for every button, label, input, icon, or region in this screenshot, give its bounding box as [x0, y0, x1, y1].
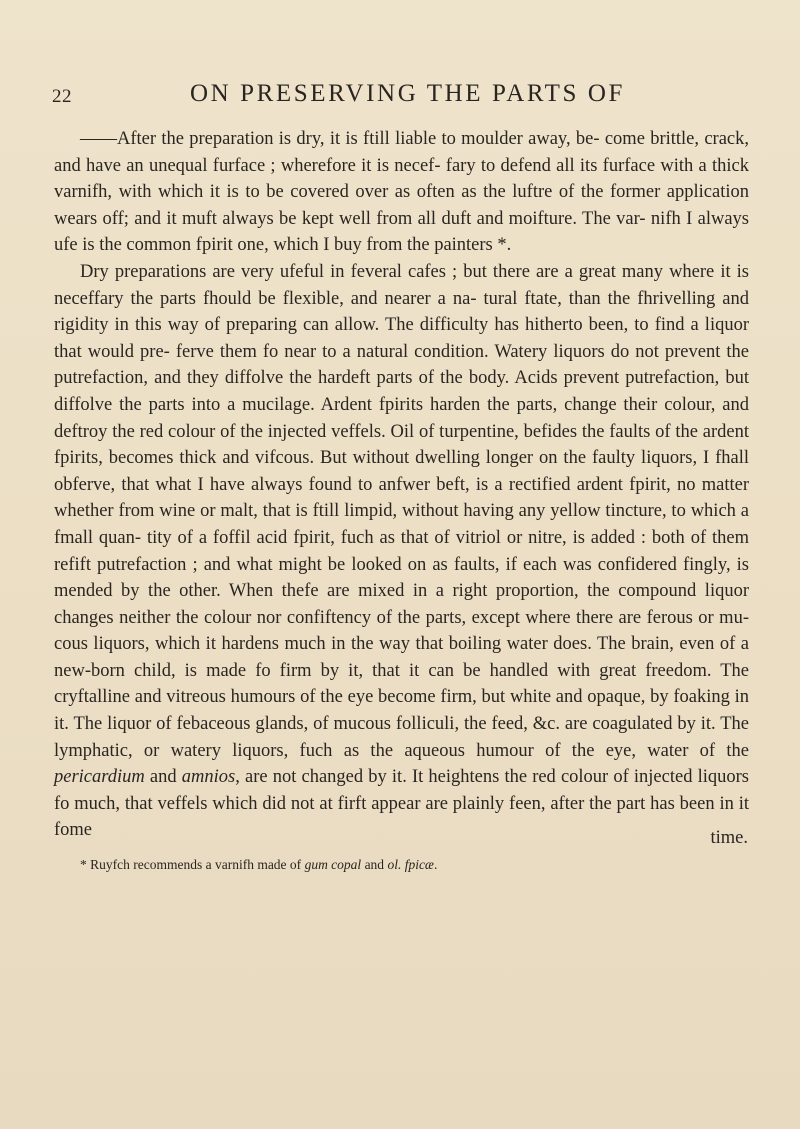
term-amnios: amnios [181, 767, 236, 788]
footnote [80, 856, 740, 874]
paragraph-2-text-a: Dry preparations are very ufeful in feveral cafes ; but there are a great many where it is neceffary the parts fhould be flexible, and nearer a na- tural ftate, than the fhrivelling and rigidity in this way of preparing can allow. The difficulty has hitherto been, to find a liquor that would pre- ferve them fo near to a natural condition. Watery liquors do not prevent the putrefaction, and they diffolve the hardeft parts of the body. Acids prevent putrefaction, but diffolve the parts into a mucilage. Ardent fpirits harden the parts, change their colour, and deftroy the red colour of the injected veffels. Oil of turpentine, befides the faults of the ardent fpirits, becomes thick and vifcous. But without dwelling longer on the faulty liquors, I fhall obferve, that what I have always found to anfwer beft, is a rectified ardent fpirit, no matter whether from wine or malt, that is ftill limpid, without having any yellow tincture, to which a fmall quan- tity of a foffil acid fpirit, fuch as that of vitriol or nitre, is added : both of them refift putrefaction ; and what might be looked on as faults, if each was confidered fingly, is mended by the other. When thefe are mixed in a right proportion, the compound liquor changes neither the colour nor confiftency of the parts, except where there are ferous or mu- cous liquors, which it hardens much in the way that boiling water does. The brain, even of a new-born child, is made fo firm by it, that it can be handled with great freedom. The cryftalline and vitreous humours of the eye become firm, but white and opaque, by foaking in it. The liquor of febaceous glands, of mucous folliculi, the feed, &c. are coagulated by it. The lymphatic, or watery liquors, fuch as the aqueous humour of the eye, water of the [54, 261, 749, 761]
catchword: time. [710, 828, 748, 848]
running-head: ON PRESERVING THE PARTS OF [190, 80, 626, 107]
paragraph-2-text-b: and [144, 767, 182, 788]
paragraph-2 [54, 259, 749, 844]
page-number: 22 [52, 86, 72, 107]
body-text [54, 126, 749, 844]
footnote-term-gum-copal: gum copal [304, 857, 362, 872]
paragraph-1-text: ——After the preparation is dry, it is ftill liable to moulder away, be- come brittle, crack, and have an unequal furface ; wherefore it is necef- fary to defend all its furface with a thick varnifh, with which it is to be covered over as often as the luftre of the former application wears off; and it muft always be kept well from all duft and moifture. The var- nifh I always ufe is the common fpirit one, which I buy from the painters *. [54, 129, 749, 256]
page-header [52, 80, 748, 116]
footnote-text-b: and [361, 857, 388, 872]
paragraph-2-text-c: , are not changed by it. It heightens the red colour of injected liquors fo much, that veffels which did not at firft appear are plainly feen, after the part has been in it fome [54, 767, 749, 841]
paragraph-1 [54, 126, 749, 259]
term-pericardium: pericardium [54, 767, 145, 788]
footnote-text-c: . [433, 857, 438, 872]
footnote-term-ol-spicae: ol. fpicæ [387, 857, 434, 872]
footnote-text-a: * Ruyfch recommends a varnifh made of [80, 857, 305, 872]
